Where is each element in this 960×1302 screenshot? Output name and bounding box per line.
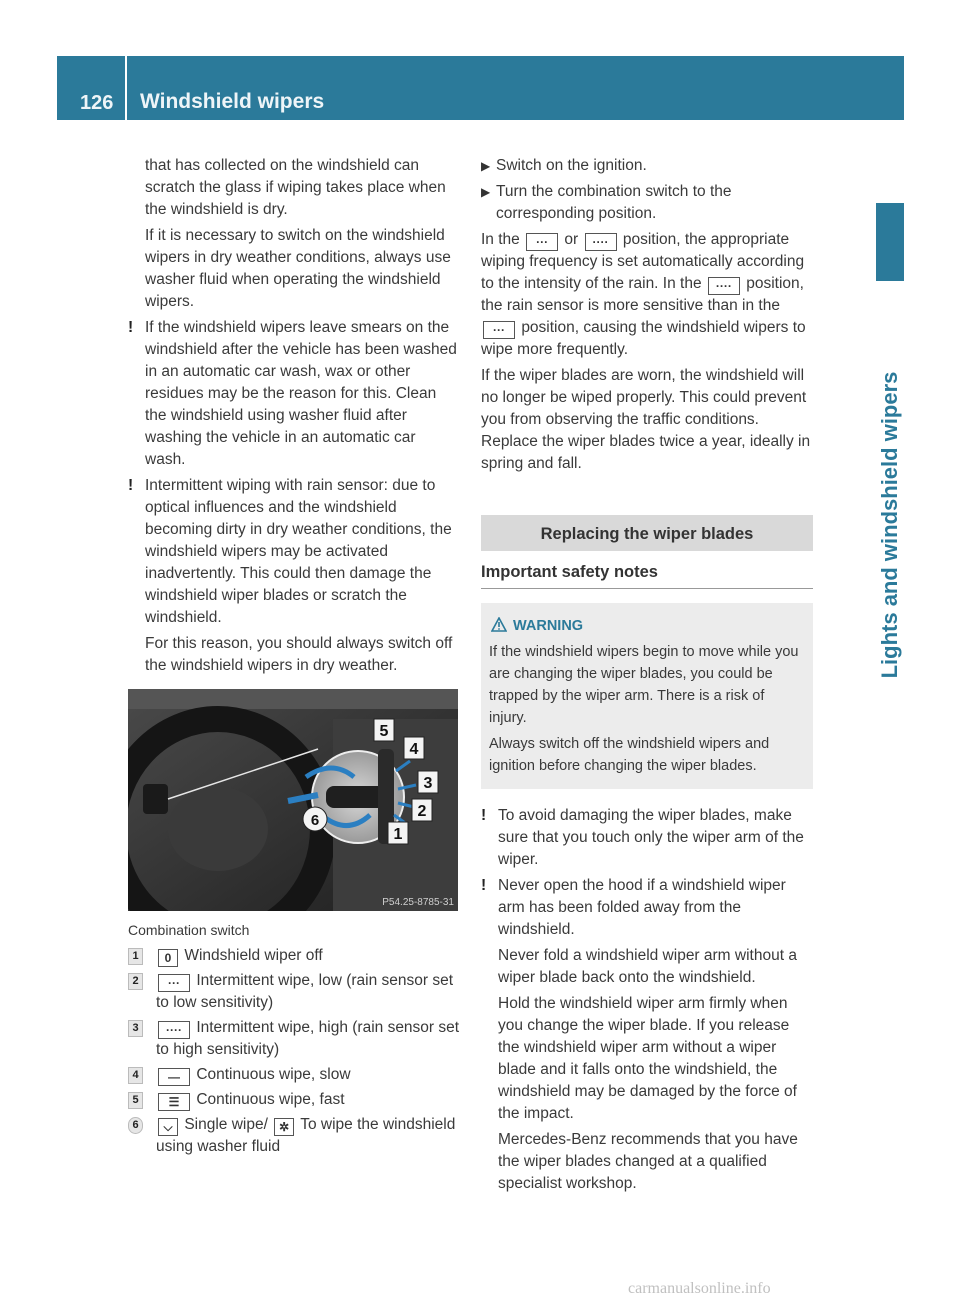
note-paragraph <box>128 317 460 471</box>
left-column <box>128 155 460 1161</box>
chapter-tab-marker <box>876 203 904 281</box>
note-text: To avoid damaging the wiper blades, make sure that you touch only the wiper arm of the wiper. <box>498 807 804 868</box>
warning-title <box>489 615 805 637</box>
single-wipe-symbol-icon: ⌵ <box>158 1118 178 1136</box>
exclamation-icon: ! <box>481 807 487 824</box>
step-text: Switch on the ignition. <box>496 157 647 174</box>
text: position, the appropriate wiping frequency is set automatically according to the intensity of the rain. In the <box>481 231 805 292</box>
text: position, the rain sensor is more sensitive than in the <box>481 275 804 314</box>
note-text: Never open the hood if a windshield wiper arm has been folded away from the windshield. <box>498 877 786 938</box>
step-item <box>481 181 813 225</box>
legend-item <box>128 970 460 1014</box>
note-paragraph <box>128 475 460 629</box>
legend-text: Continuous wipe, slow <box>196 1066 351 1083</box>
text: In the <box>481 231 520 248</box>
right-column <box>481 155 813 1199</box>
legend-text: Single wipe/ <box>184 1116 268 1133</box>
callout-5: 5 <box>379 723 389 740</box>
legend-number: 5 <box>128 1092 143 1109</box>
subsection-heading: Important safety notes <box>481 561 813 589</box>
legend-text: To wipe the windshield using washer fluid <box>156 1116 456 1155</box>
note-text: Intermittent wiping with rain sensor: due to optical influences and the windshield becoming dirty in dry weather conditions, the windshield wipers may be activated inadvertently. This could then damage the windshield wiper blades or scratch the windshield. <box>145 477 452 626</box>
callout-6: 6 <box>310 812 320 829</box>
intermittent-low-symbol-icon: ··· <box>158 974 190 992</box>
note-text: If the windshield wipers leave smears on the windshield after the vehicle has been washed in an automatic car wash, wax or other residues may be the reason for this. Clean the windshield using washer fluid after washing the vehicle in an automatic car wash. <box>145 319 457 468</box>
wiper-off-symbol-icon: 0 <box>158 949 178 967</box>
legend-text: Intermittent wipe, low (rain sensor set to low sensitivity) <box>156 972 454 1011</box>
legend-item <box>128 1114 460 1158</box>
legend-text: Continuous wipe, fast <box>196 1091 345 1108</box>
warning-triangle-icon <box>491 617 507 632</box>
callout-3: 3 <box>423 775 433 792</box>
legend-text: Intermittent wipe, high (rain sensor set to high sensitivity) <box>156 1019 460 1058</box>
intermittent-high-symbol-icon: ···· <box>708 277 740 295</box>
watermark: carmanualsonline.info <box>628 1280 771 1297</box>
warning-title-text: WARNING <box>513 618 584 634</box>
washer-fluid-symbol-icon: ✲ <box>274 1118 294 1136</box>
paragraph: If the wiper blades are worn, the windshield will no longer be wiped properly. This could prevent you from observing the traffic conditions. Replace the wiper blades twice a year, ideally in spring and fall. <box>481 367 811 472</box>
intermittent-high-symbol-icon: ···· <box>585 233 617 251</box>
callout-2: 2 <box>417 803 427 820</box>
legend-number: 2 <box>128 973 143 990</box>
step-arrow-icon: ▶ <box>481 185 491 199</box>
section-heading: Replacing the wiper blades <box>481 515 813 551</box>
warning-text: Always switch off the windshield wipers and ignition before changing the wiper blades. <box>489 736 770 774</box>
paragraph: Mercedes-Benz recommends that you have the wiper blades changed at a qualified specialist workshop. <box>498 1131 798 1192</box>
continuous-slow-symbol-icon: — <box>158 1068 190 1086</box>
exclamation-icon: ! <box>128 477 134 494</box>
legend-item <box>128 1017 460 1061</box>
paragraph: that has collected on the windshield can scratch the glass if wiping takes place when the windshield is dry. <box>145 157 446 218</box>
figure-caption: Combination switch <box>128 922 250 938</box>
dashboard-illustration <box>128 689 458 911</box>
legend-number: 3 <box>128 1020 143 1037</box>
note-paragraph <box>481 875 813 941</box>
warning-text: If the windshield wipers begin to move while you are changing the wiper blades, you could be trapped by the wiper arm. There is a risk of injury. <box>489 644 799 726</box>
legend-item <box>128 945 460 967</box>
step-arrow-icon: ▶ <box>481 159 491 173</box>
callout-4: 4 <box>409 741 419 758</box>
paragraph: If it is necessary to switch on the windshield wipers in dry weather conditions, always use washer fluid when operating the windshield wipers. <box>145 227 451 310</box>
warning-box <box>481 603 813 789</box>
exclamation-icon: ! <box>481 877 487 894</box>
callout-1: 1 <box>393 826 403 843</box>
exclamation-icon: ! <box>128 319 134 336</box>
legend-item <box>128 1089 460 1111</box>
paragraph: Never fold a windshield wiper arm without a wiper blade back onto the windshield. <box>498 947 797 986</box>
step-text: Turn the combination switch to the corresponding position. <box>496 183 732 222</box>
chapter-label-text: Lights and windshield wipers <box>877 371 902 679</box>
text: or <box>564 231 579 248</box>
page-number: 126 <box>80 92 114 114</box>
continuous-fast-symbol-icon: ☰ <box>158 1093 190 1111</box>
paragraph: Hold the windshield wiper arm firmly when you change the wiper blade. If you release the windshield wiper arm without a wiper blade and it falls onto the windshield, the windshield may be damaged by the force of the impact. <box>498 995 797 1122</box>
note-paragraph <box>481 805 813 871</box>
legend-item <box>128 1064 460 1086</box>
intermittent-high-symbol-icon: ···· <box>158 1021 190 1039</box>
legend-number: 4 <box>128 1067 143 1084</box>
legend-text: Windshield wiper off <box>184 947 323 964</box>
figure-code: P54.25-8785-31 <box>382 897 454 908</box>
intermittent-low-symbol-icon: ··· <box>526 233 558 251</box>
combination-switch-figure <box>128 689 458 911</box>
paragraph: For this reason, you should always switch off the windshield wipers in dry weather. <box>145 635 453 674</box>
page-title: Windshield wipers <box>140 90 325 113</box>
intermittent-low-symbol-icon: ··· <box>483 321 515 339</box>
header-separator <box>125 56 127 120</box>
chapter-side-label <box>864 290 916 760</box>
legend-number: 6 <box>128 1117 143 1134</box>
text: position, causing the windshield wipers to wipe more frequently. <box>481 319 806 358</box>
paragraph <box>481 229 813 361</box>
step-item <box>481 155 813 177</box>
legend-number: 1 <box>128 948 143 965</box>
